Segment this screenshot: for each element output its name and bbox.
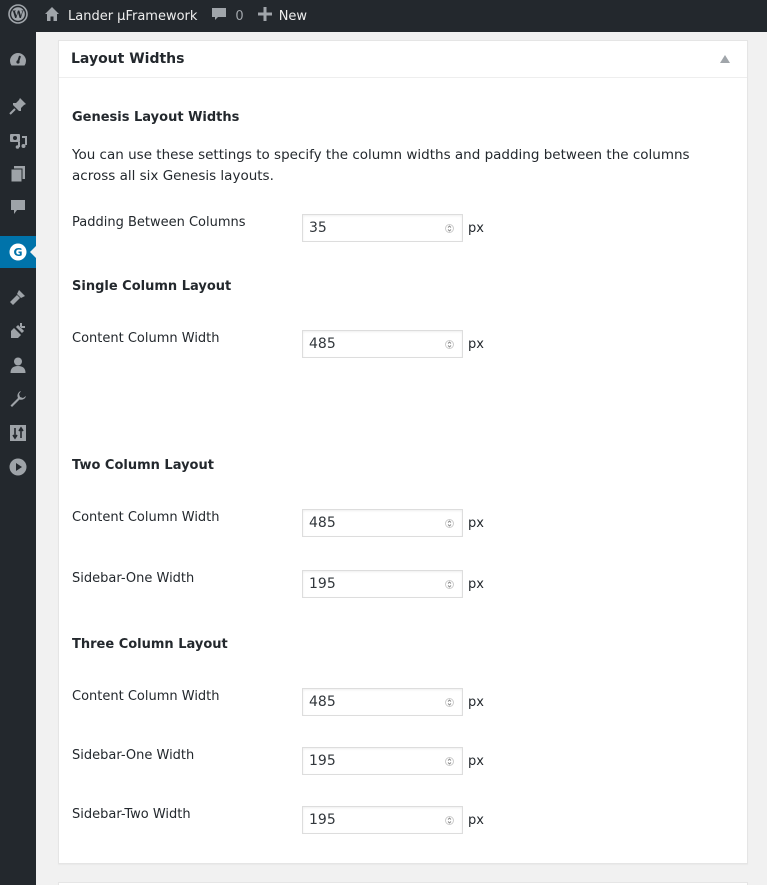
sidebar-item-plugins[interactable] (0, 316, 36, 346)
toggle-panel-button[interactable] (715, 49, 735, 69)
unit-label: px (468, 336, 484, 352)
three-content-width-field (302, 688, 484, 716)
wordpress-logo-icon (8, 4, 28, 28)
padding-field (302, 214, 484, 242)
sidebar-item-users[interactable] (0, 350, 36, 380)
spinner-icon[interactable] (445, 696, 454, 709)
sidebar-item-dashboard[interactable] (0, 45, 36, 75)
comments-count: 0 (235, 8, 244, 24)
site-name: Lander µFramework (68, 8, 198, 24)
sidebar-item-pages[interactable] (0, 159, 36, 189)
description: You can use these settings to specify the column widths and padding between the columns across all six Genesis layouts. (72, 147, 690, 184)
three-content-width-label: Content Column Width (72, 689, 220, 704)
section-title-three-column: Three Column Layout (72, 637, 228, 652)
postbox-title: Layout Widths (71, 51, 185, 67)
section-title-single-column: Single Column Layout (72, 279, 232, 294)
home-icon (44, 6, 60, 26)
posts-pin-icon (9, 97, 27, 115)
comment-bubble-icon (211, 6, 227, 26)
svg-text:G: G (13, 246, 23, 259)
spinner-icon[interactable] (445, 755, 454, 768)
site-name-link[interactable] (36, 0, 204, 32)
sidebar-item-media-player[interactable] (0, 452, 36, 482)
spinner-icon[interactable] (445, 578, 454, 591)
two-content-width-label: Content Column Width (72, 510, 220, 525)
two-sidebar-one-value: 195 (309, 576, 336, 592)
unit-label: px (468, 694, 484, 710)
three-sidebar-one-field (302, 747, 484, 775)
sidebar-item-tools[interactable] (0, 384, 36, 414)
two-sidebar-one-label: Sidebar-One Width (72, 571, 195, 586)
three-sidebar-two-value: 195 (309, 812, 336, 828)
unit-label: px (468, 515, 484, 531)
spinner-icon[interactable] (445, 222, 454, 235)
admin-bar (0, 0, 767, 32)
pages-icon (9, 165, 27, 183)
spinner-icon[interactable] (445, 517, 454, 530)
single-content-width-value: 485 (309, 336, 336, 352)
three-sidebar-one-label: Sidebar-One Width (72, 748, 195, 763)
play-circle-icon (9, 458, 27, 476)
section-title-two-column: Two Column Layout (72, 458, 214, 473)
genesis-icon (9, 243, 27, 261)
postbox-header[interactable] (59, 41, 747, 78)
admin-sidebar (0, 32, 36, 885)
tools-wrench-icon (9, 390, 27, 408)
appearance-brush-icon (9, 288, 27, 306)
sidebar-item-genesis[interactable] (0, 236, 36, 268)
spinner-icon[interactable] (445, 338, 454, 351)
triangle-up-icon (720, 55, 730, 63)
two-content-width-field (302, 509, 484, 537)
settings-sliders-icon (9, 424, 27, 442)
sidebar-item-media[interactable] (0, 125, 36, 155)
new-label: New (278, 8, 308, 24)
plus-icon (258, 7, 272, 25)
plugins-icon (9, 322, 27, 340)
unit-label: px (468, 812, 484, 828)
comments-icon (9, 198, 27, 216)
new-content-button[interactable] (251, 0, 314, 32)
three-content-width-value: 485 (309, 694, 336, 710)
two-content-width-input[interactable] (302, 509, 463, 537)
sidebar-item-appearance[interactable] (0, 282, 36, 312)
users-icon (9, 356, 27, 374)
padding-input[interactable] (302, 214, 463, 242)
three-sidebar-two-input[interactable] (302, 806, 463, 834)
three-sidebar-one-input[interactable] (302, 747, 463, 775)
unit-label: px (468, 576, 484, 592)
two-content-width-value: 485 (309, 515, 336, 531)
three-content-width-input[interactable] (302, 688, 463, 716)
spinner-icon[interactable] (445, 814, 454, 827)
padding-label: Padding Between Columns (72, 215, 246, 230)
padding-value: 35 (309, 220, 327, 236)
layout-widths-postbox (58, 40, 748, 864)
sidebar-item-posts[interactable] (0, 91, 36, 121)
unit-label: px (468, 220, 484, 236)
single-content-width-field (302, 330, 484, 358)
three-sidebar-two-field (302, 806, 484, 834)
dashboard-icon (9, 51, 27, 69)
svg-text:W: W (12, 10, 24, 21)
section-title-genesis-layout-widths: Genesis Layout Widths (72, 110, 240, 125)
two-sidebar-one-field (302, 570, 484, 598)
three-sidebar-one-value: 195 (309, 753, 336, 769)
sidebar-item-comments[interactable] (0, 192, 36, 222)
wordpress-menu-button[interactable] (0, 0, 36, 32)
media-icon (9, 131, 27, 149)
single-content-width-input[interactable] (302, 330, 463, 358)
unit-label: px (468, 753, 484, 769)
two-sidebar-one-input[interactable] (302, 570, 463, 598)
comments-link[interactable] (204, 0, 250, 32)
single-content-width-label: Content Column Width (72, 331, 220, 346)
three-sidebar-two-label: Sidebar-Two Width (72, 807, 191, 822)
sidebar-item-settings[interactable] (0, 418, 36, 448)
